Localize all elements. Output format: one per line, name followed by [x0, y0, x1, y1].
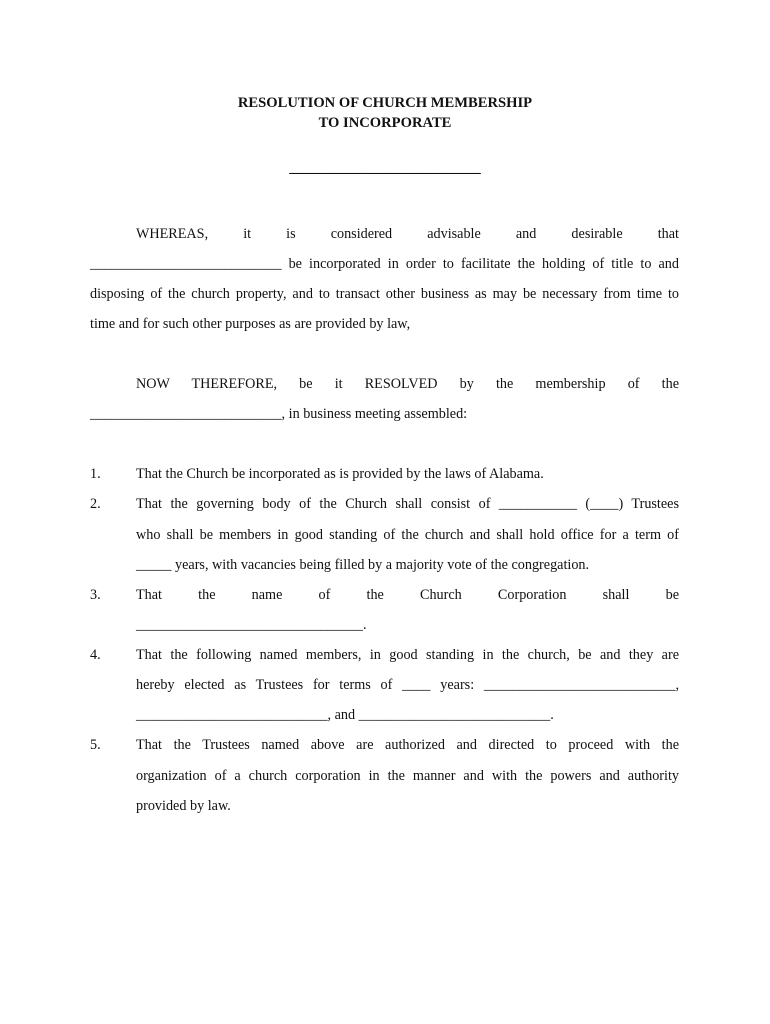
item-number: 2. [90, 496, 101, 512]
whereas-line-4: time and for such other purposes as are provided by law, [90, 316, 411, 332]
resolved-line-2: ___________________________, in business meeting assembled: [90, 406, 468, 422]
item-4-line-1: That the following named members, in good standing in the church, be and they are [136, 647, 679, 663]
item-3-line-2: ________________________________. [136, 617, 367, 633]
whereas-line-1: WHEREAS, it is considered advisable and desirable that [136, 226, 679, 242]
item-number: 4. [90, 647, 101, 663]
item-1-line-1: That the Church be incorporated as is provided by the laws of Alabama. [136, 466, 544, 482]
item-5-line-2: organization of a church corporation in the manner and with the powers and authority [136, 768, 679, 784]
item-number: 5. [90, 737, 101, 753]
item-2-line-2: who shall be members in good standing of the church and shall hold office for a term of [136, 527, 679, 543]
document-title: RESOLUTION OF CHURCH MEMBERSHIP [237, 95, 533, 111]
document-subtitle: TO INCORPORATE [318, 115, 452, 131]
item-4-line-3: ___________________________, and ___________________________. [136, 707, 554, 723]
item-3-line-1: That the name of the Church Corporation shall be [136, 587, 679, 603]
item-2-line-1: That the governing body of the Church shall consist of ___________ (____) Trustees [136, 496, 679, 512]
item-number: 3. [90, 587, 101, 603]
item-5-line-1: That the Trustees named above are authorized and directed to proceed with the [136, 737, 679, 753]
whereas-line-3: disposing of the church property, and to transact other business as may be necessary from time to [90, 286, 679, 302]
item-4-line-2: hereby elected as Trustees for terms of ____ years: ___________________________, [136, 677, 679, 693]
item-2-line-3: _____ years, with vacancies being filled by a majority vote of the congregation. [136, 557, 590, 573]
item-number: 1. [90, 466, 101, 482]
item-5-line-3: provided by law. [136, 798, 231, 814]
title-blank-line: ___________________________ [289, 160, 481, 176]
resolved-line-1: NOW THEREFORE, be it RESOLVED by the membership of the [136, 376, 679, 392]
whereas-line-2: ___________________________ be incorporated in order to facilitate the holding of title to and [90, 256, 679, 272]
